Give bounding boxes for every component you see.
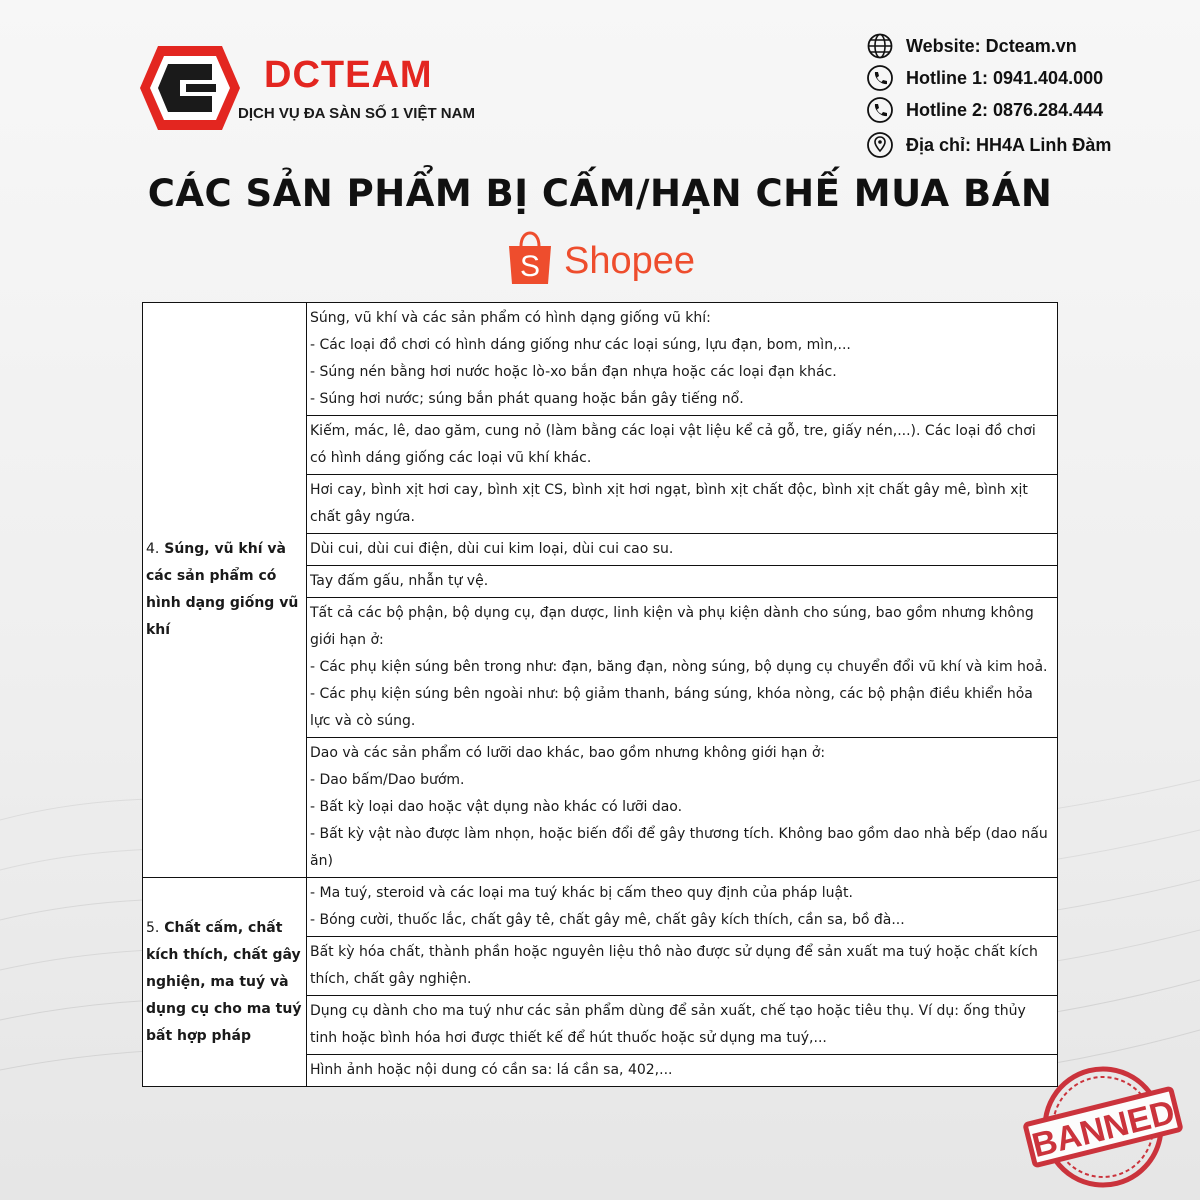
phone-icon: [866, 96, 894, 124]
shopee-logo: [506, 230, 695, 286]
item-line: - Súng hơi nước; súng bắn phát quang hoặc bắn gây tiếng nổ.: [310, 391, 744, 407]
item-line: - Các loại đồ chơi có hình dáng giống như các loại súng, lựu đạn, bom, mìn,...: [310, 337, 851, 353]
item-cell: [307, 878, 1058, 937]
item-line: - Các phụ kiện súng bên trong như: đạn, băng đạn, nòng súng, bộ dụng cụ chuyển đổi vũ khí và kim hoả.: [310, 659, 1048, 675]
item-cell: [307, 566, 1058, 598]
page-title: CÁC SẢN PHẨM BỊ CẤM/HẠN CHẾ MUA BÁN: [147, 172, 1053, 215]
item-line: - Bất kỳ vật nào được làm nhọn, hoặc biến đổi để gây thương tích. Không bao gồm dao nhà bếp (dao nấu ăn): [310, 826, 1048, 869]
banned-products-table: [142, 302, 1058, 1087]
item-line: Dao và các sản phẩm có lưỡi dao khác, bao gồm nhưng không giới hạn ở:: [310, 745, 826, 761]
item-line: Dụng cụ dành cho ma tuý như các sản phẩm dùng để sản xuất, chế tạo hoặc tiêu thụ. Ví dụ: ống thủy tinh hoặc bình hóa hơi được thiết kế để hút thuốc hoặc sử dụng ma tuý,...: [310, 1003, 1026, 1046]
category-cell: [143, 878, 307, 1087]
item-line: Kiếm, mác, lê, dao găm, cung nỏ (làm bằng các loại vật liệu kể cả gỗ, tre, giấy nén,...). Các loại đồ chơi có hình dáng giống các loại vũ khí khác.: [310, 423, 1036, 466]
contact-hotline-1-text: Hotline 1: 0941.404.000: [906, 67, 1104, 88]
banned-stamp-text: BANNED: [1028, 1092, 1179, 1165]
item-line: Súng, vũ khí và các sản phẩm có hình dạng giống vũ khí:: [310, 310, 711, 326]
table-row: [143, 878, 1058, 937]
item-cell: [307, 303, 1058, 416]
map-pin-icon: [866, 131, 894, 159]
contact-hotline-2[interactable]: [866, 94, 1111, 126]
contact-website[interactable]: [866, 30, 1111, 62]
item-line: - Các phụ kiện súng bên ngoài như: bộ giảm thanh, báng súng, khóa nòng, các bộ phận điều khiển hỏa lực và cò súng.: [310, 686, 1033, 729]
category-label: Súng, vũ khí và các sản phẩm có hình dạng giống vũ khí: [146, 541, 299, 638]
contact-website-text: Website: Dcteam.vn: [906, 35, 1077, 56]
contact-address[interactable]: [866, 129, 1111, 161]
item-line: - Ma tuý, steroid và các loại ma tuý khác bị cấm theo quy định của pháp luật.: [310, 885, 853, 901]
item-cell: [307, 475, 1058, 534]
item-line: Tay đấm gấu, nhẫn tự vệ.: [310, 573, 489, 589]
contact-address-text: Địa chỉ: HH4A Linh Đàm: [906, 134, 1112, 155]
phone-icon: [866, 64, 894, 92]
item-cell: [307, 996, 1058, 1055]
item-line: Bất kỳ hóa chất, thành phần hoặc nguyên liệu thô nào được sử dụng để sản xuất ma tuý hoặc chất kích thích, chất gây nghiện.: [310, 944, 1038, 987]
banned-stamp: [1018, 1062, 1188, 1192]
contact-hotline-1[interactable]: [866, 62, 1111, 94]
contact-hotline-2-text: Hotline 2: 0876.284.444: [906, 99, 1104, 120]
item-line: - Bóng cười, thuốc lắc, chất gây tê, chất gây mê, chất gây kích thích, cần sa, bồ đà...: [310, 912, 905, 928]
item-cell: [307, 534, 1058, 566]
table-row: [143, 303, 1058, 416]
category-cell: [143, 303, 307, 878]
globe-icon: [866, 32, 894, 60]
shopee-bag-letter: S: [519, 250, 541, 283]
item-line: - Dao bấm/Dao bướm.: [310, 772, 465, 788]
item-line: Dùi cui, dùi cui điện, dùi cui kim loại, dùi cui cao su.: [310, 541, 674, 557]
item-line: - Súng nén bằng hơi nước hoặc lò-xo bắn đạn nhựa hoặc các loại đạn khác.: [310, 364, 837, 380]
item-line: Hình ảnh hoặc nội dung có cần sa: lá cần sa, 402,...: [310, 1062, 673, 1078]
dcteam-logo-icon: [140, 42, 240, 134]
brand-tagline: DỊCH VỤ ĐA SÀN SỐ 1 VIỆT NAM: [238, 105, 475, 122]
item-line: - Bất kỳ loại dao hoặc vật dụng nào khác có lưỡi dao.: [310, 799, 683, 815]
item-cell: [307, 937, 1058, 996]
contact-info: [866, 30, 1111, 161]
category-label: Chất cấm, chất kích thích, chất gây nghiện, ma tuý và dụng cụ cho ma tuý bất hợp pháp: [146, 919, 302, 1044]
shopee-bag-icon: [506, 230, 554, 286]
shopee-wordmark: Shopee: [564, 239, 696, 282]
category-number: 5.: [146, 919, 160, 936]
category-number: 4.: [146, 541, 160, 557]
brand-name: DCTEAM: [264, 54, 433, 96]
item-line: Tất cả các bộ phận, bộ dụng cụ, đạn dược, linh kiện và phụ kiện dành cho súng, bao gồm nhưng không giới hạn ở:: [310, 605, 1034, 648]
item-line: Hơi cay, bình xịt hơi cay, bình xịt CS, bình xịt hơi ngạt, bình xịt chất độc, bình xịt chất gây mê, bình xịt chất gây ngứa.: [310, 482, 1028, 525]
item-cell: [307, 416, 1058, 475]
item-cell: [307, 598, 1058, 738]
item-cell: [307, 738, 1058, 878]
item-cell: [307, 1055, 1058, 1087]
